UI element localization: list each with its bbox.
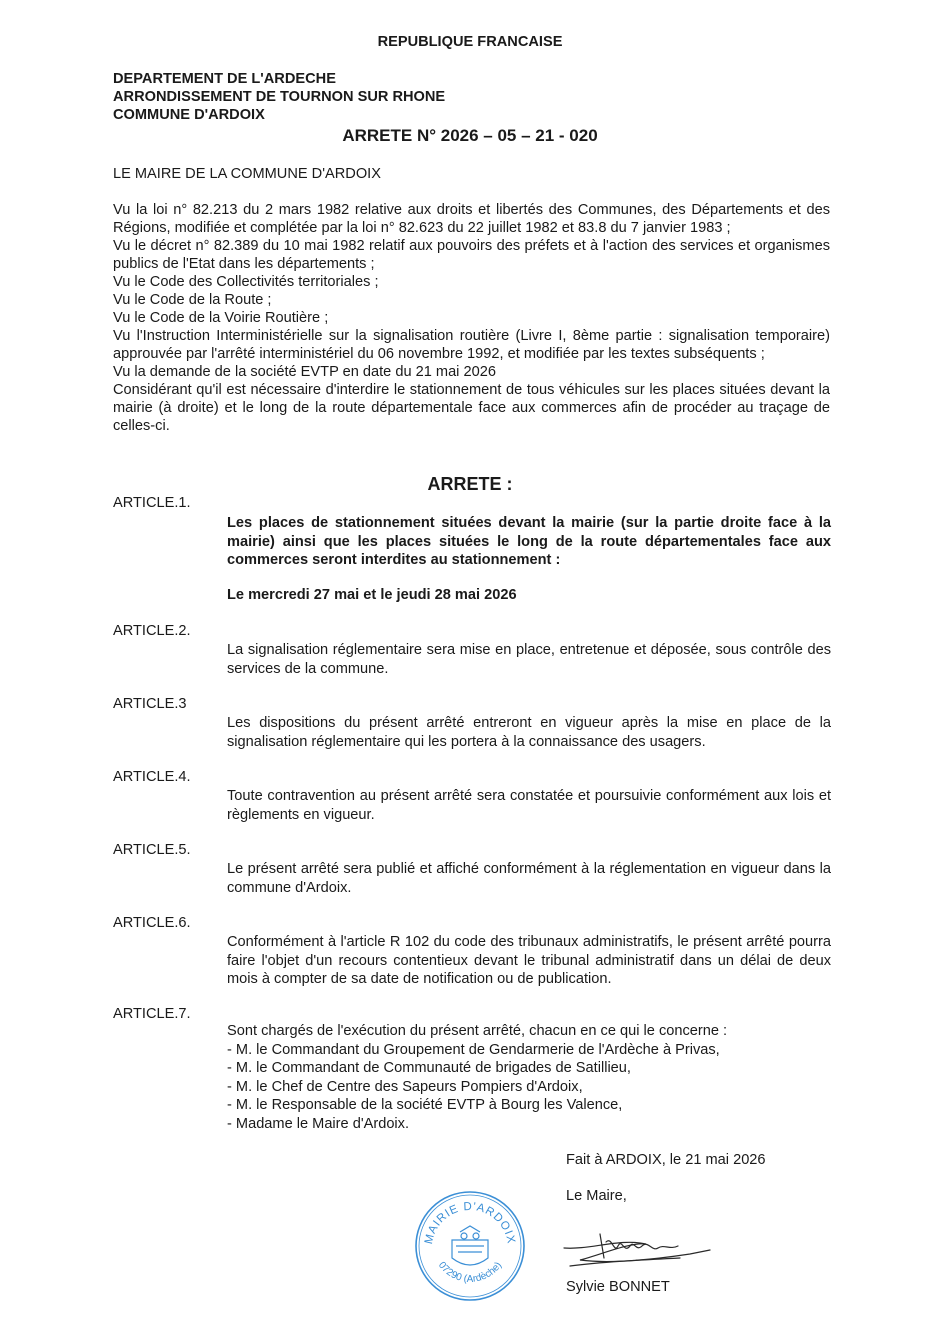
article-7-label: ARTICLE.7. (113, 1006, 191, 1022)
article-4-label: ARTICLE.4. (113, 769, 191, 785)
article-4-text: Toute contravention au présent arrêté sera constatée et poursuivie conformément aux lois et règlements en vigueur. (227, 788, 831, 823)
article-2-text: La signalisation réglementaire sera mise en place, entretenue et déposée, sous contrôle des services de la commune. (227, 642, 831, 677)
article-2-label: ARTICLE.2. (113, 623, 191, 639)
visa-paragraph: Vu le Code de la Voirie Routière ; (113, 310, 329, 326)
article-1-dates: Le mercredi 27 mai et le jeudi 28 mai 2026 (227, 587, 517, 603)
arrete-title: ARRETE : (427, 474, 513, 494)
department-line: DEPARTEMENT DE L'ARDECHE (113, 71, 336, 87)
article-7-body (227, 1022, 727, 1133)
arrondissement-line: ARRONDISSEMENT DE TOURNON SUR RHONE (113, 89, 446, 105)
arrete-number: ARRETE N° 2026 – 05 – 21 - 020 (342, 126, 598, 145)
svg-text:07290 (Ardèche) (436, 1260, 504, 1285)
place-date-line: Fait à ARDOIX, le 21 mai 2026 (566, 1152, 766, 1168)
article-6-label: ARTICLE.6. (113, 915, 191, 931)
article-1-label: ARTICLE.1. (113, 495, 191, 511)
article-1-text: Les places de stationnement situées devant la mairie (sur la partie droite face à la mairie) ainsi que les places situées le long de la route départementales face aux commerces seront interdites au stationnement : (227, 515, 831, 568)
visa-paragraph: Vu le décret n° 82.389 du 10 mai 1982 relatif aux pouvoirs des préfets et à l'action des services et organismes publics de l'Etat dans les départements ; (113, 238, 830, 272)
list-item: - Madame le Maire d'Ardoix. (227, 1115, 410, 1132)
visa-paragraph: Vu le Code des Collectivités territoriales ; (113, 274, 379, 290)
visa-paragraph: Vu la loi n° 82.213 du 2 mars 1982 relative aux droits et libertés des Communes, des Départements et des Régions, modifiée et complétée par la loi n° 82.623 du 22 juillet 1982 et 83.8 du 7 janvier 1983 ; (113, 202, 830, 236)
list-item: - M. le Responsable de la société EVTP à Bourg les Valence, (227, 1097, 623, 1113)
article-7-intro: Sont chargés de l'exécution du présent arrêté, chacun en ce qui le concerne : (227, 1023, 728, 1039)
coat-of-arms-icon (452, 1226, 488, 1265)
article-3-label: ARTICLE.3 (113, 696, 187, 712)
authority-line: LE MAIRE DE LA COMMUNE D'ARDOIX (113, 166, 381, 182)
official-stamp (414, 1190, 526, 1302)
considerant-paragraph: Considérant qu'il est nécessaire d'interdire le stationnement de tous véhicules sur les places situées devant la mairie (à droite) et le long de la route départementale face aux commerces afin de procéder au traçage de celles-ci. (113, 382, 830, 434)
list-item: - M. le Chef de Centre des Sapeurs Pompiers d'Ardoix, (227, 1078, 583, 1095)
country-heading: REPUBLIQUE FRANCAISE (377, 34, 563, 50)
article-5-label: ARTICLE.5. (113, 842, 191, 858)
commune-line: COMMUNE D'ARDOIX (113, 107, 265, 123)
list-item: - M. le Commandant du Groupement de Gendarmerie de l'Ardèche à Privas, (227, 1041, 720, 1058)
stamp-text-top: MAIRIE D'ARDOIX (423, 1200, 517, 1246)
visa-paragraph: Vu le Code de la Route ; (113, 292, 272, 308)
visas-block (113, 201, 830, 435)
article-6-text: Conformément à l'article R 102 du code des tribunaux administratifs, le présent arrêté pourra faire l'objet d'un recours contentieux devant le tribunal administratif dans un délai de deux mois à compter de sa date de notification ou de publication. (227, 934, 831, 987)
signatory-name: Sylvie BONNET (566, 1279, 670, 1295)
visa-paragraph: Vu la demande de la société EVTP en date du 21 mai 2026 (113, 364, 496, 380)
list-item: - M. le Commandant de Communauté de brigades de Satillieu, (227, 1060, 631, 1076)
article-3-text: Les dispositions du présent arrêté entreront en vigueur après la mise en place de la signalisation réglementaire qui les portera à la connaissance des usagers. (227, 715, 831, 750)
administrative-header (113, 70, 445, 124)
article-5-text: Le présent arrêté sera publié et affiché conformément à la réglementation en vigueur dans la commune d'Ardoix. (227, 861, 831, 896)
role-line: Le Maire, (566, 1188, 627, 1204)
visa-paragraph: Vu l'Instruction Interministérielle sur la signalisation routière (Livre I, 8ème partie : signalisation temporaire) approuvée par l'arrêté interministériel du 06 novembre 1992, et modifiée par les textes subséquents ; (113, 328, 830, 362)
stamp-text-bottom: 07290 (Ardèche) (435, 1260, 505, 1285)
handwritten-signature (560, 1220, 720, 1275)
